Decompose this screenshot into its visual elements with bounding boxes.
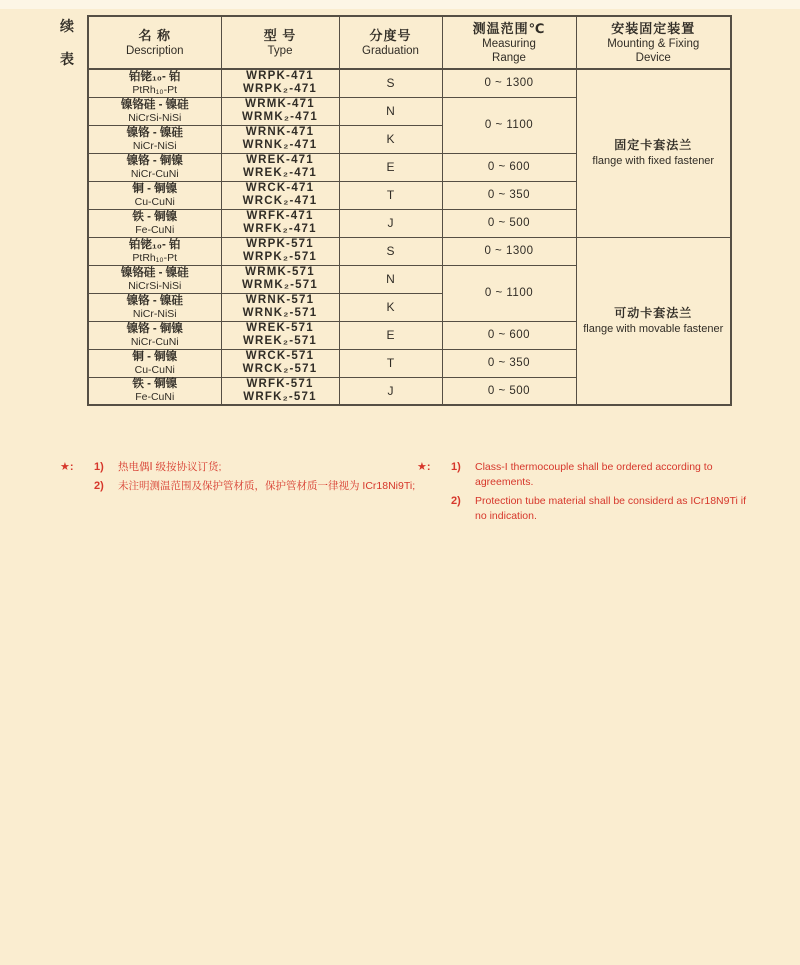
mounting-en: flange with fixed fastener (592, 155, 715, 168)
measuring-range-cell: 0 ~ 350 (442, 349, 576, 377)
type-line-2: WRMK₂-471 (242, 111, 318, 123)
description-zh: 铂铑₁₀- 铂 (129, 238, 181, 251)
footnote-en-item1-text: Class-I thermocouple shall be ordered according to agreements. (475, 461, 713, 488)
type-line-2: WRNK₂-471 (242, 139, 318, 151)
type-cell (221, 153, 339, 181)
type-line-1: WRMK-471 (245, 98, 315, 110)
footnote-block-en (417, 460, 759, 524)
table-body (88, 69, 731, 405)
graduation-cell: N (339, 265, 442, 293)
graduation-cell: T (339, 349, 442, 377)
description-en: NiCr-NiSi (132, 139, 177, 152)
mounting-device-cell (576, 237, 731, 405)
header-name-zh: 名 称 (138, 28, 172, 43)
description-en: PtRh₁₀-Pt (132, 83, 178, 96)
type-cell (221, 97, 339, 125)
footnote-zh-item2-num: 2) (94, 480, 104, 492)
page-top-strip (0, 0, 800, 9)
continued-table-label (60, 16, 74, 69)
type-line-1: WRNK-471 (245, 126, 315, 138)
type-line-2: WRCK₂-571 (242, 363, 318, 375)
type-line-1: WRFK-471 (246, 210, 314, 222)
graduation-cell: E (339, 321, 442, 349)
graduation-cell: S (339, 69, 442, 97)
graduation-cell: E (339, 153, 442, 181)
description-en: NiCr-CuNi (130, 335, 179, 348)
type-line-1: WRMK-571 (245, 266, 315, 278)
description-zh: 镍铬 - 镍硅 (126, 294, 183, 307)
description-zh: 镍铬 - 铜镍 (126, 154, 183, 167)
type-cell (221, 237, 339, 265)
type-line-2: WREK₂-471 (242, 167, 318, 179)
footnote-en-item2-text: Protection tube material shall be considerd as ICr18N9Ti if no indication. (475, 495, 746, 522)
description-en: Cu-CuNi (134, 363, 175, 376)
type-cell (221, 209, 339, 237)
description-en: NiCrSi-NiSi (128, 279, 182, 292)
header-type (221, 16, 339, 69)
header-name (88, 16, 221, 69)
footnote-zh-item1-num: 1) (94, 461, 104, 473)
type-line-2: WRNK₂-571 (242, 307, 318, 319)
description-en: PtRh₁₀-Pt (132, 251, 178, 264)
description-en: NiCrSi-NiSi (128, 111, 182, 124)
footnote-star-zh: ★: (60, 461, 74, 473)
header-mounting-device (576, 16, 731, 69)
header-mounting-en-line1: Mounting & Fixing (607, 38, 700, 50)
type-line-2: WRPK₂-471 (242, 83, 318, 96)
type-line-1: WRPK-471 (246, 70, 314, 83)
footnote-zh-item1-text: 热电偶Ⅰ 级按协议订货; (118, 461, 222, 473)
measuring-range-cell: 0 ~ 500 (442, 209, 576, 237)
description-cell (88, 209, 221, 237)
type-cell (221, 181, 339, 209)
description-zh: 镍铬硅 - 镍硅 (120, 98, 189, 111)
description-en: Cu-CuNi (134, 195, 175, 208)
header-name-en: Description (125, 45, 184, 57)
measuring-range-cell: 0 ~ 1100 (442, 97, 576, 153)
header-graduation-en: Graduation (362, 45, 419, 57)
measuring-range-cell: 0 ~ 350 (442, 181, 576, 209)
table-row (88, 69, 731, 97)
header-type-zh: 型 号 (263, 28, 297, 43)
mounting-zh: 固定卡套法兰 (614, 138, 693, 153)
description-zh: 铜 - 铜镍 (132, 350, 178, 363)
type-line-2: WRFK₂-571 (243, 390, 317, 403)
description-zh: 铜 - 铜镍 (132, 182, 178, 195)
description-zh: 铁 - 铜镍 (132, 378, 178, 391)
type-line-2: WRMK₂-571 (242, 279, 318, 291)
type-cell (221, 377, 339, 405)
description-cell (88, 265, 221, 293)
footnote-star-en: ★: (417, 461, 431, 473)
description-cell (88, 69, 221, 97)
type-cell (221, 293, 339, 321)
measuring-range-cell: 0 ~ 600 (442, 321, 576, 349)
table-header-row (88, 16, 731, 69)
type-cell (221, 69, 339, 97)
footnote-en-item2-num: 2) (451, 495, 461, 507)
description-zh: 铂铑₁₀- 铂 (129, 70, 181, 83)
header-graduation (339, 16, 442, 69)
description-cell (88, 181, 221, 209)
header-type-en: Type (267, 45, 293, 57)
description-cell (88, 293, 221, 321)
footnote-block-zh (60, 460, 420, 494)
type-line-1: WRCK-471 (245, 182, 315, 194)
thermocouple-spec-table (87, 15, 732, 406)
measuring-range-cell: 0 ~ 600 (442, 153, 576, 181)
header-range-zh: 测温范围℃ (472, 21, 546, 36)
header-graduation-zh: 分度号 (369, 28, 412, 43)
description-cell (88, 153, 221, 181)
mounting-zh: 可动卡套法兰 (614, 305, 693, 320)
footnote-en-item1-num: 1) (451, 461, 461, 473)
graduation-cell: S (339, 237, 442, 265)
description-en: NiCr-CuNi (130, 167, 179, 180)
graduation-cell: T (339, 181, 442, 209)
type-line-1: WRFK-571 (246, 377, 314, 390)
continued-label-char-1: 续 (60, 18, 74, 34)
description-zh: 镍铬 - 镍硅 (126, 126, 183, 139)
header-mounting-zh: 安装固定装置 (611, 21, 696, 36)
type-line-1: WRPK-571 (246, 238, 314, 250)
spec-table-wrapper (87, 15, 732, 406)
measuring-range-cell: 0 ~ 1300 (442, 69, 576, 97)
header-measuring-range (442, 16, 576, 69)
type-line-2: WRFK₂-471 (243, 223, 317, 235)
footnote-zh-item2-text: 未注明测温范围及保护管材质，保护管材质一律视为 ICr18Ni9Ti; (118, 480, 416, 492)
continued-label-char-2: 表 (60, 51, 74, 67)
description-en: Fe-CuNi (135, 223, 175, 236)
mounting-device-cell (576, 69, 731, 237)
type-line-2: WRPK₂-571 (242, 251, 318, 263)
header-range-en-line2: Range (492, 52, 526, 64)
type-line-1: WREK-571 (246, 322, 314, 334)
type-line-1: WREK-471 (246, 154, 314, 166)
header-mounting-en-line2: Device (635, 52, 671, 64)
graduation-cell: N (339, 97, 442, 125)
type-cell (221, 321, 339, 349)
description-zh: 镍铬 - 铜镍 (126, 322, 183, 335)
measuring-range-cell: 0 ~ 1300 (442, 237, 576, 265)
description-zh: 铁 - 铜镍 (132, 210, 178, 223)
type-cell (221, 125, 339, 153)
description-cell (88, 377, 221, 405)
type-line-1: WRNK-571 (245, 294, 315, 306)
description-cell (88, 237, 221, 265)
graduation-cell: J (339, 377, 442, 405)
graduation-cell: K (339, 125, 442, 153)
mounting-en: flange with movable fastener (583, 322, 724, 335)
description-cell (88, 97, 221, 125)
type-line-2: WREK₂-571 (242, 335, 318, 347)
type-cell (221, 349, 339, 377)
description-zh: 镍铬硅 - 镍硅 (120, 266, 189, 279)
type-line-2: WRCK₂-471 (242, 195, 318, 207)
measuring-range-cell: 0 ~ 500 (442, 377, 576, 405)
description-cell (88, 125, 221, 153)
graduation-cell: J (339, 209, 442, 237)
description-en: Fe-CuNi (135, 391, 175, 404)
description-en: NiCr-NiSi (132, 307, 177, 320)
description-cell (88, 349, 221, 377)
type-line-1: WRCK-571 (245, 350, 315, 362)
description-cell (88, 321, 221, 349)
measuring-range-cell: 0 ~ 1100 (442, 265, 576, 321)
graduation-cell: K (339, 293, 442, 321)
header-range-en-line1: Measuring (482, 38, 536, 50)
type-cell (221, 265, 339, 293)
table-row (88, 237, 731, 265)
